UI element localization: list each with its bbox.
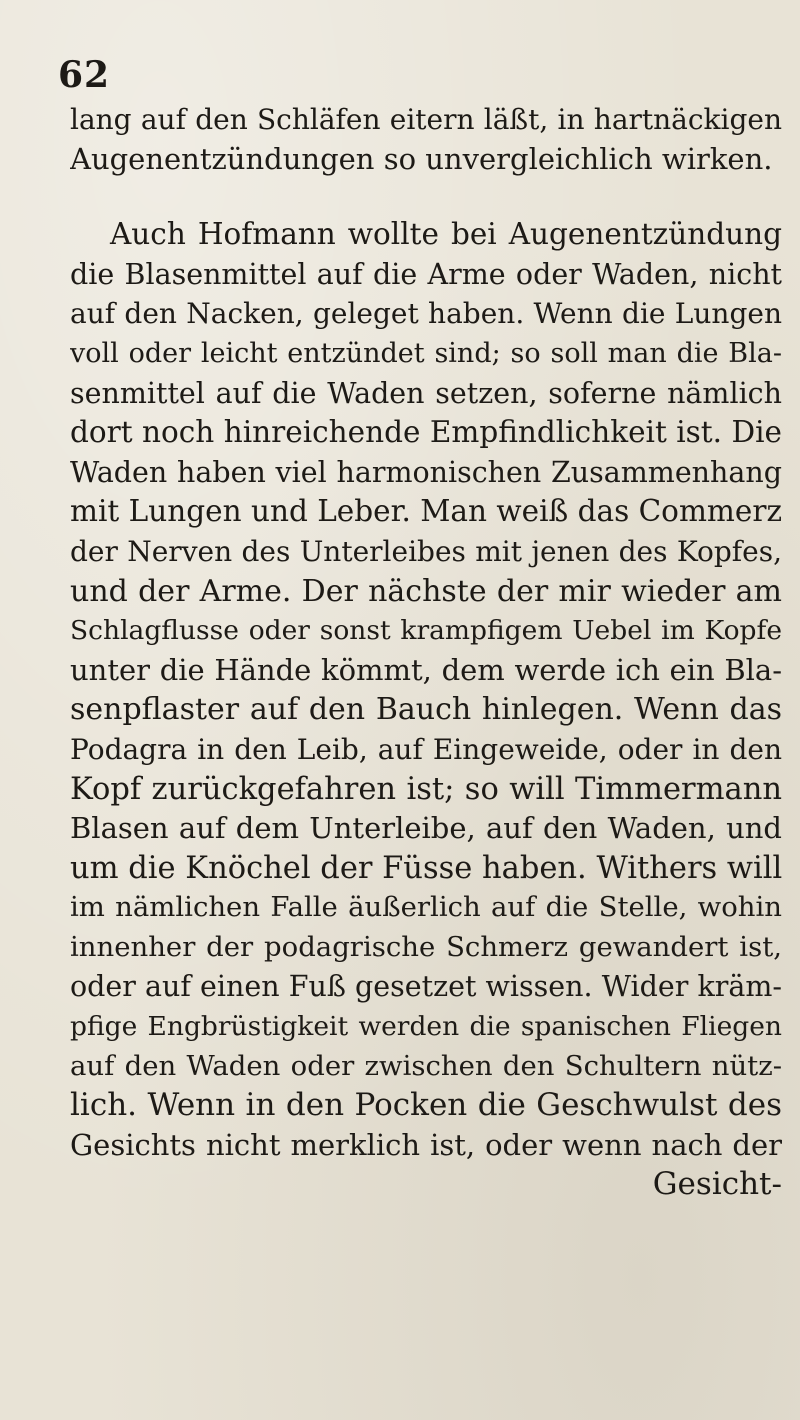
text-line: Kopf zurückgefahren ist; so will Timmermann [70, 771, 782, 807]
text-line: senpflaster auf den Bauch hinlegen. Wenn das [70, 692, 782, 728]
text-line: lich. Wenn in den Pocken die Geschwulst des [70, 1087, 782, 1124]
text-line: auf den Nacken, geleget haben. Wenn die Lungen [70, 297, 782, 331]
text-line: im nämlichen Falle äußerlich auf die Stelle, wohin [70, 891, 782, 924]
text-line: voll oder leicht entzündet sind; so soll man die Bla- [70, 337, 782, 369]
text-line: und der Arme. Der nächste der mir wieder am [70, 573, 782, 609]
text-line: Schlagflusse oder sonst krampfigem Uebel im Kopfe [70, 615, 782, 647]
paragraph-gap [70, 179, 782, 215]
text-line: der Nerven des Unterleibes mit jenen des Kopfes, [70, 534, 782, 568]
text-line: auf den Waden oder zwischen den Schultern nütz- [70, 1049, 782, 1082]
page-number: 62 [58, 54, 111, 96]
text-line: Augenentzündungen so unvergleichlich wirken. [70, 141, 773, 176]
text-line: Waden haben viel harmonischen Zusammenhang [70, 455, 782, 489]
text-line: Podagra in den Leib, auf Eingeweide, oder in den [70, 732, 782, 766]
text-line: unter die Hände kömmt, dem werde ich ein Bla- [70, 652, 782, 687]
text-line: lang auf den Schläfen eitern läßt, in hartnäckigen [70, 103, 782, 136]
text-line: dort noch hinreichende Empfindlichkeit ist. Die [70, 415, 782, 450]
text-line: mit Lungen und Leber. Man weiß das Commerz [70, 494, 782, 529]
text-line: pfige Engbrüstigkeit werden die spanischen Fliegen [70, 1011, 782, 1043]
text-line: Gesichts nicht merklich ist, oder wenn nach der [70, 1127, 782, 1162]
text-line: innenher der podagrische Schmerz gewandert ist, [70, 930, 782, 963]
text-line: oder auf einen Fuß gesetzet wissen. Wider kräm- [70, 970, 782, 1004]
text-line: um die Knöchel der Füsse haben. Withers will [70, 850, 782, 886]
body-text [70, 100, 782, 1205]
text-line: Auch Hofmann wollte bei Augenentzündung [110, 217, 782, 252]
text-line: Blasen auf dem Unterleibe, auf den Waden, und [70, 811, 782, 846]
text-line: die Blasenmittel auf die Arme oder Waden, nicht [70, 257, 782, 291]
catchword: Gesicht- [652, 1166, 782, 1203]
text-line: senmittel auf die Waden setzen, soferne nämlich [70, 376, 782, 410]
